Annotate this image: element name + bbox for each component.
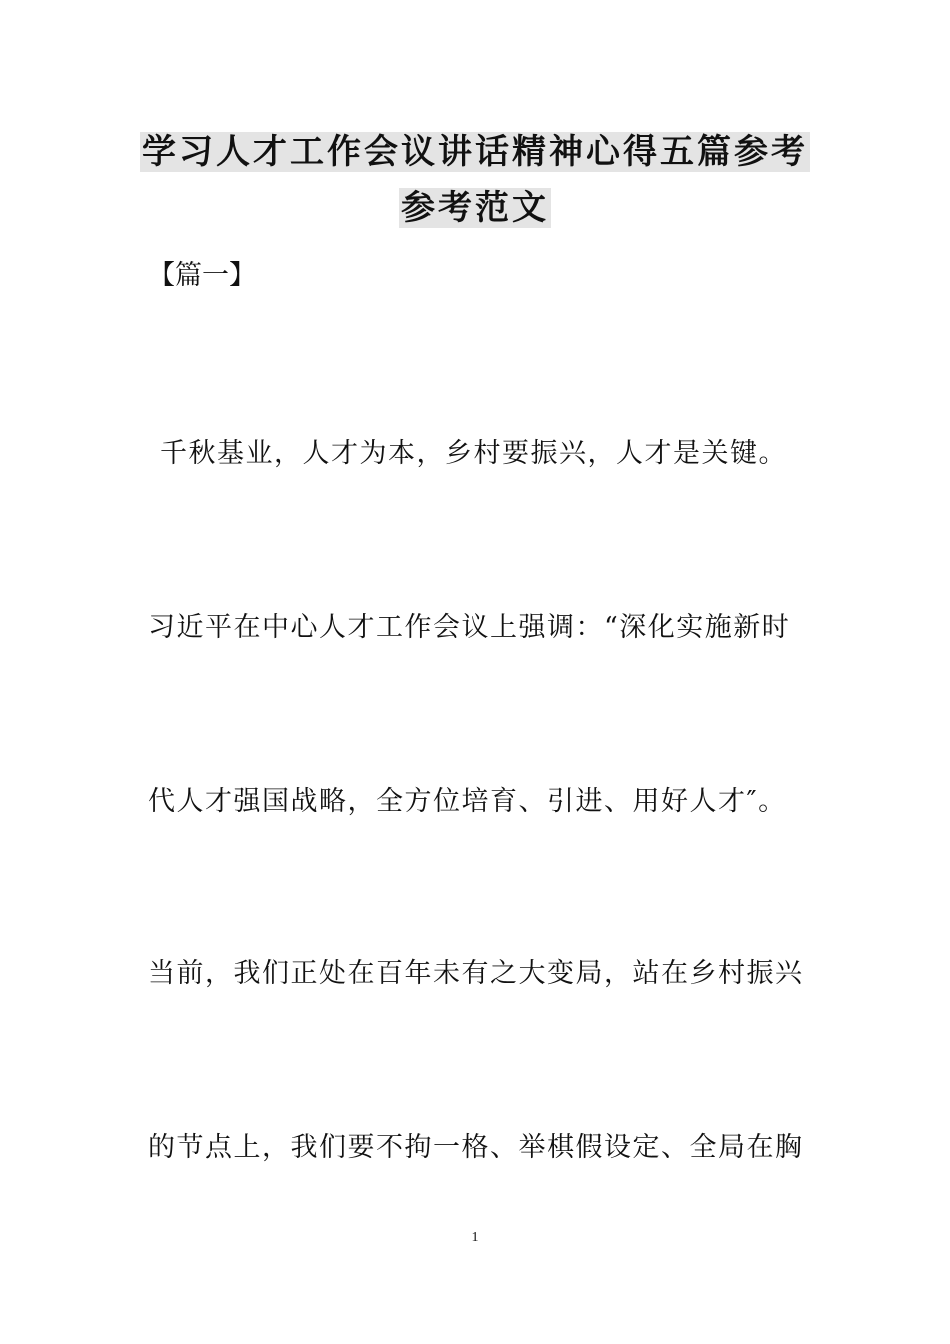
title-text-2: 参考范文 [401,188,549,228]
body-line-5: 的节点上，我们要不拘一格、举棋假设定、全局在胸 [148,1132,804,1163]
body-line-3: 代人才强国战略，全方位培育、引进、用好人才″。 [148,786,787,817]
document-title-line-1 [0,130,950,174]
section-label: 【篇一】 [148,260,256,291]
body-line-4: 当前，我们正处在百年未有之大变局，站在乡村振兴 [148,958,804,989]
body-line-2: 习近平在中心人才工作会议上强调：“深化实施新时 [148,612,791,643]
body-line-1: 千秋基业，人才为本，乡村要振兴，人才是关键。 [160,438,787,469]
page-number: 1 [471,1230,479,1245]
title-text-1: 学习人才工作会议讲话精神心得五篇参考 [142,132,808,172]
document-title-line-2 [0,186,950,230]
